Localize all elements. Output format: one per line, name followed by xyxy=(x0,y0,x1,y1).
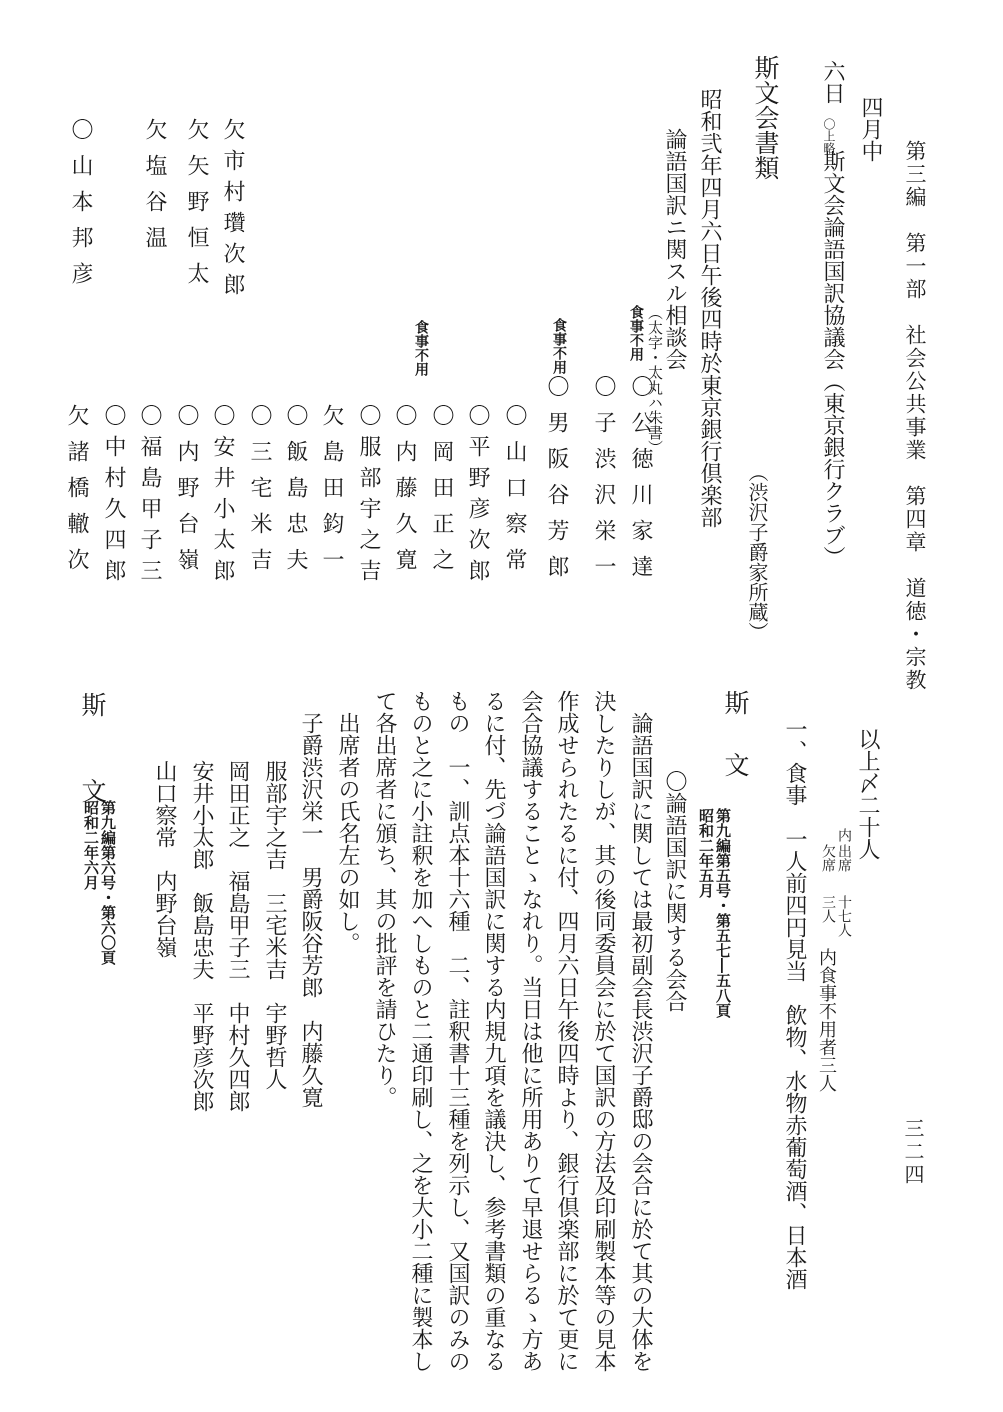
running-title: 第三編 第一部 社会公共事業 第四章 道徳・宗教 xyxy=(903,140,927,692)
names-column-2: 服部宇之吉 三宅米吉 宇野哲人 xyxy=(262,760,287,1090)
attendee-16: 欠諸橋轍次 xyxy=(64,404,89,584)
names-column-5: 山口察常 内野台嶺 xyxy=(152,760,177,958)
attendee-7: 〇内藤久寛 xyxy=(392,404,417,584)
attendee-11: 〇三宅米吉 xyxy=(247,404,272,584)
absentee-3: 欠塩谷温 xyxy=(142,118,167,262)
paragraph-line-7: ものと之に小註釈を加へしものと二通印刷し、之を大小二種に製本し xyxy=(408,690,433,1372)
entry-mark: 〇上略 xyxy=(822,118,836,154)
meeting-title: 論語国訳ニ関スル相談会 xyxy=(662,128,687,370)
attendee-4: 〇山口察常 xyxy=(502,404,527,584)
attend-count: 十七人 xyxy=(836,895,852,937)
meal-line: 一、食事 一人前四円見当 飲物、水物赤葡萄酒、日本酒 xyxy=(782,718,807,1290)
source-title: 斯文会書類 xyxy=(751,55,780,180)
attendee-6: 〇岡田正之 xyxy=(429,404,454,584)
names-column-1: 子爵渋沢栄一 男爵阪谷芳郎 内藤久寛 xyxy=(298,712,323,1108)
journal-2-title: 斯 文 xyxy=(78,692,107,821)
paragraph-line-2: 決したりしが、其の後同委員会に於て国訳の方法及印刷製本等の見本 xyxy=(591,690,616,1372)
meal-note-2: 食事不用 xyxy=(551,318,567,374)
attendee-10: 〇飯島忠夫 xyxy=(283,404,308,584)
total-line: 以上〆二十人 xyxy=(855,728,880,860)
attendee-2: 〇子渋沢栄一 xyxy=(591,375,616,591)
attend-prefix: 内 xyxy=(836,828,852,842)
month-heading: 四月中 xyxy=(858,96,883,162)
attendee-9: 欠島田鈞一 xyxy=(319,404,344,584)
attendee-3: 〇男阪谷芳郎 xyxy=(544,375,569,591)
attendee-14: 〇福島甲子三 xyxy=(137,404,162,590)
attendees-intro: 出席者の氏名左の如し。 xyxy=(335,712,360,954)
source-note: （渋沢子爵家所蔵） xyxy=(745,462,769,642)
paragraph-line-5: るに付、先づ論語国訳に関する内規九項を議決し、参考書類の重なる xyxy=(481,690,506,1372)
meal-note-1: 食事不用 xyxy=(628,305,644,361)
attendee-12: 〇安井小太郎 xyxy=(210,404,235,590)
absent-label: 欠席 xyxy=(820,844,836,872)
names-column-3: 岡田正之 福島甲子三 中村久四郎 xyxy=(225,760,250,1112)
paragraph-line-8: て各出席者に頒ち、其の批評を請ひたり。 xyxy=(372,690,397,1108)
attendee-8: 〇服部宇之吉 xyxy=(356,404,381,590)
meal-exempt: 内食事不用者三人 xyxy=(816,948,837,1092)
absentee-4: 〇山本邦彦 xyxy=(68,118,93,298)
attendee-5: 〇平野彦次郎 xyxy=(465,404,490,590)
paragraph-line-4: 会合協議することゝなれり。当日は他に所用ありて早退せらるゝ方あ xyxy=(518,690,543,1372)
absent-count: 三人 xyxy=(820,895,836,923)
journal-1-ref-b: 昭和二年五月 xyxy=(697,808,715,898)
paragraph-line-3: 作成せられたるに付、四月六日午後四時より、銀行倶楽部に於て更に xyxy=(554,690,579,1372)
attendee-13: 〇内野台嶺 xyxy=(174,404,199,584)
meal-note-3: 食事不用 xyxy=(413,320,429,376)
entry-text: 斯文会論語国訳協議会（東京銀行クラブ） xyxy=(820,150,845,568)
journal-1-title: 斯 文 xyxy=(721,690,750,783)
page-number: 三二四 xyxy=(901,1118,925,1187)
meeting-line: 昭和弐年四月六日午後四時於東京銀行倶楽部 xyxy=(697,88,722,528)
names-column-4: 安井小太郎 飯島忠夫 平野彦次郎 xyxy=(189,760,214,1112)
article-title: 〇論語国訳に関する会合 xyxy=(662,770,687,1012)
absentee-1: 欠市村瓚次郎 xyxy=(220,118,245,304)
attendee-1: 〇公徳川家達 xyxy=(628,375,653,591)
journal-1-ref-a: 第九編第五号・第五七―五八頁 xyxy=(714,808,732,1018)
annotation-colors: （太字・太丸ハ朱書） xyxy=(646,305,664,455)
paragraph-line-6: もの 一、訓点本十六種 二、註釈書十三種を列示し、又国訳のみの xyxy=(445,690,470,1372)
attendee-15: 〇中村久四郎 xyxy=(101,404,126,590)
journal-2-ref-b: 昭和二年六月 xyxy=(82,800,100,890)
paragraph-line-1: 論語国訳に関しては最初副会長渋沢子爵邸の会合に於て其の大体を xyxy=(628,712,653,1372)
entry-day: 六日 xyxy=(820,60,845,104)
journal-2-ref-a: 第九編第六号・第六〇頁 xyxy=(99,800,117,965)
absentee-2: 欠矢野恒太 xyxy=(184,118,209,298)
attend-label: 出席 xyxy=(836,844,852,872)
